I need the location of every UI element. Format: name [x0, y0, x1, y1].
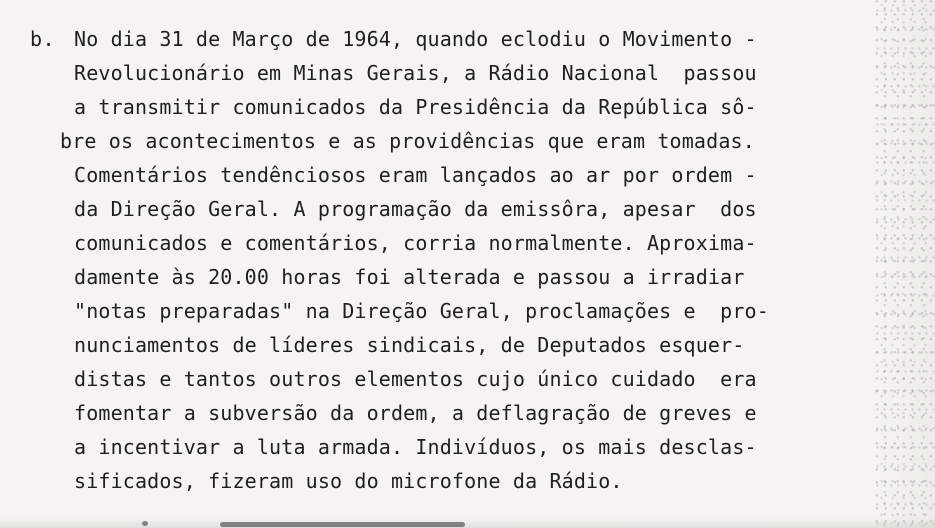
text-line-3: a transmitir comunicados da Presidência da República sô- [74, 95, 757, 119]
text-line-13: a incentivar a luta armada. Indivíduos, os mais desclas- [74, 435, 757, 459]
text-line-10: nunciamentos de líderes sindicais, de Deputados esquer- [74, 333, 745, 357]
text-line-5: Comentários tendênciosos eram lançados ao ar por ordem - [74, 163, 757, 187]
text-line-6: da Direção Geral. A programação da emissôra, apesar dos [74, 197, 757, 221]
text-line-14: sificados, fizeram uso do microfone da Rádio. [74, 469, 623, 493]
text-line-11: distas e tantos outros elementos cujo único cuidado era [74, 367, 757, 391]
text-line-1: No dia 31 de Março de 1964, quando eclodiu o Movimento - [74, 27, 757, 51]
text-line-7: comunicados e comentários, corria normalmente. Aproxima- [74, 231, 757, 255]
text-line-9: "notas preparadas" na Direção Geral, proclamações e pro- [74, 299, 769, 323]
text-line-12: fomentar a subversão da ordem, a deflagração de greves e [74, 401, 757, 425]
text-line-8: damente às 20.00 horas foi alterada e passou a irradiar [74, 265, 745, 289]
paragraph-marker: b. [30, 27, 55, 51]
text-line-4: bre os acontecimentos e as providências que eram tomadas. [60, 129, 755, 153]
text-line-2: Revolucionário em Minas Gerais, a Rádio Nacional passou [74, 61, 757, 85]
